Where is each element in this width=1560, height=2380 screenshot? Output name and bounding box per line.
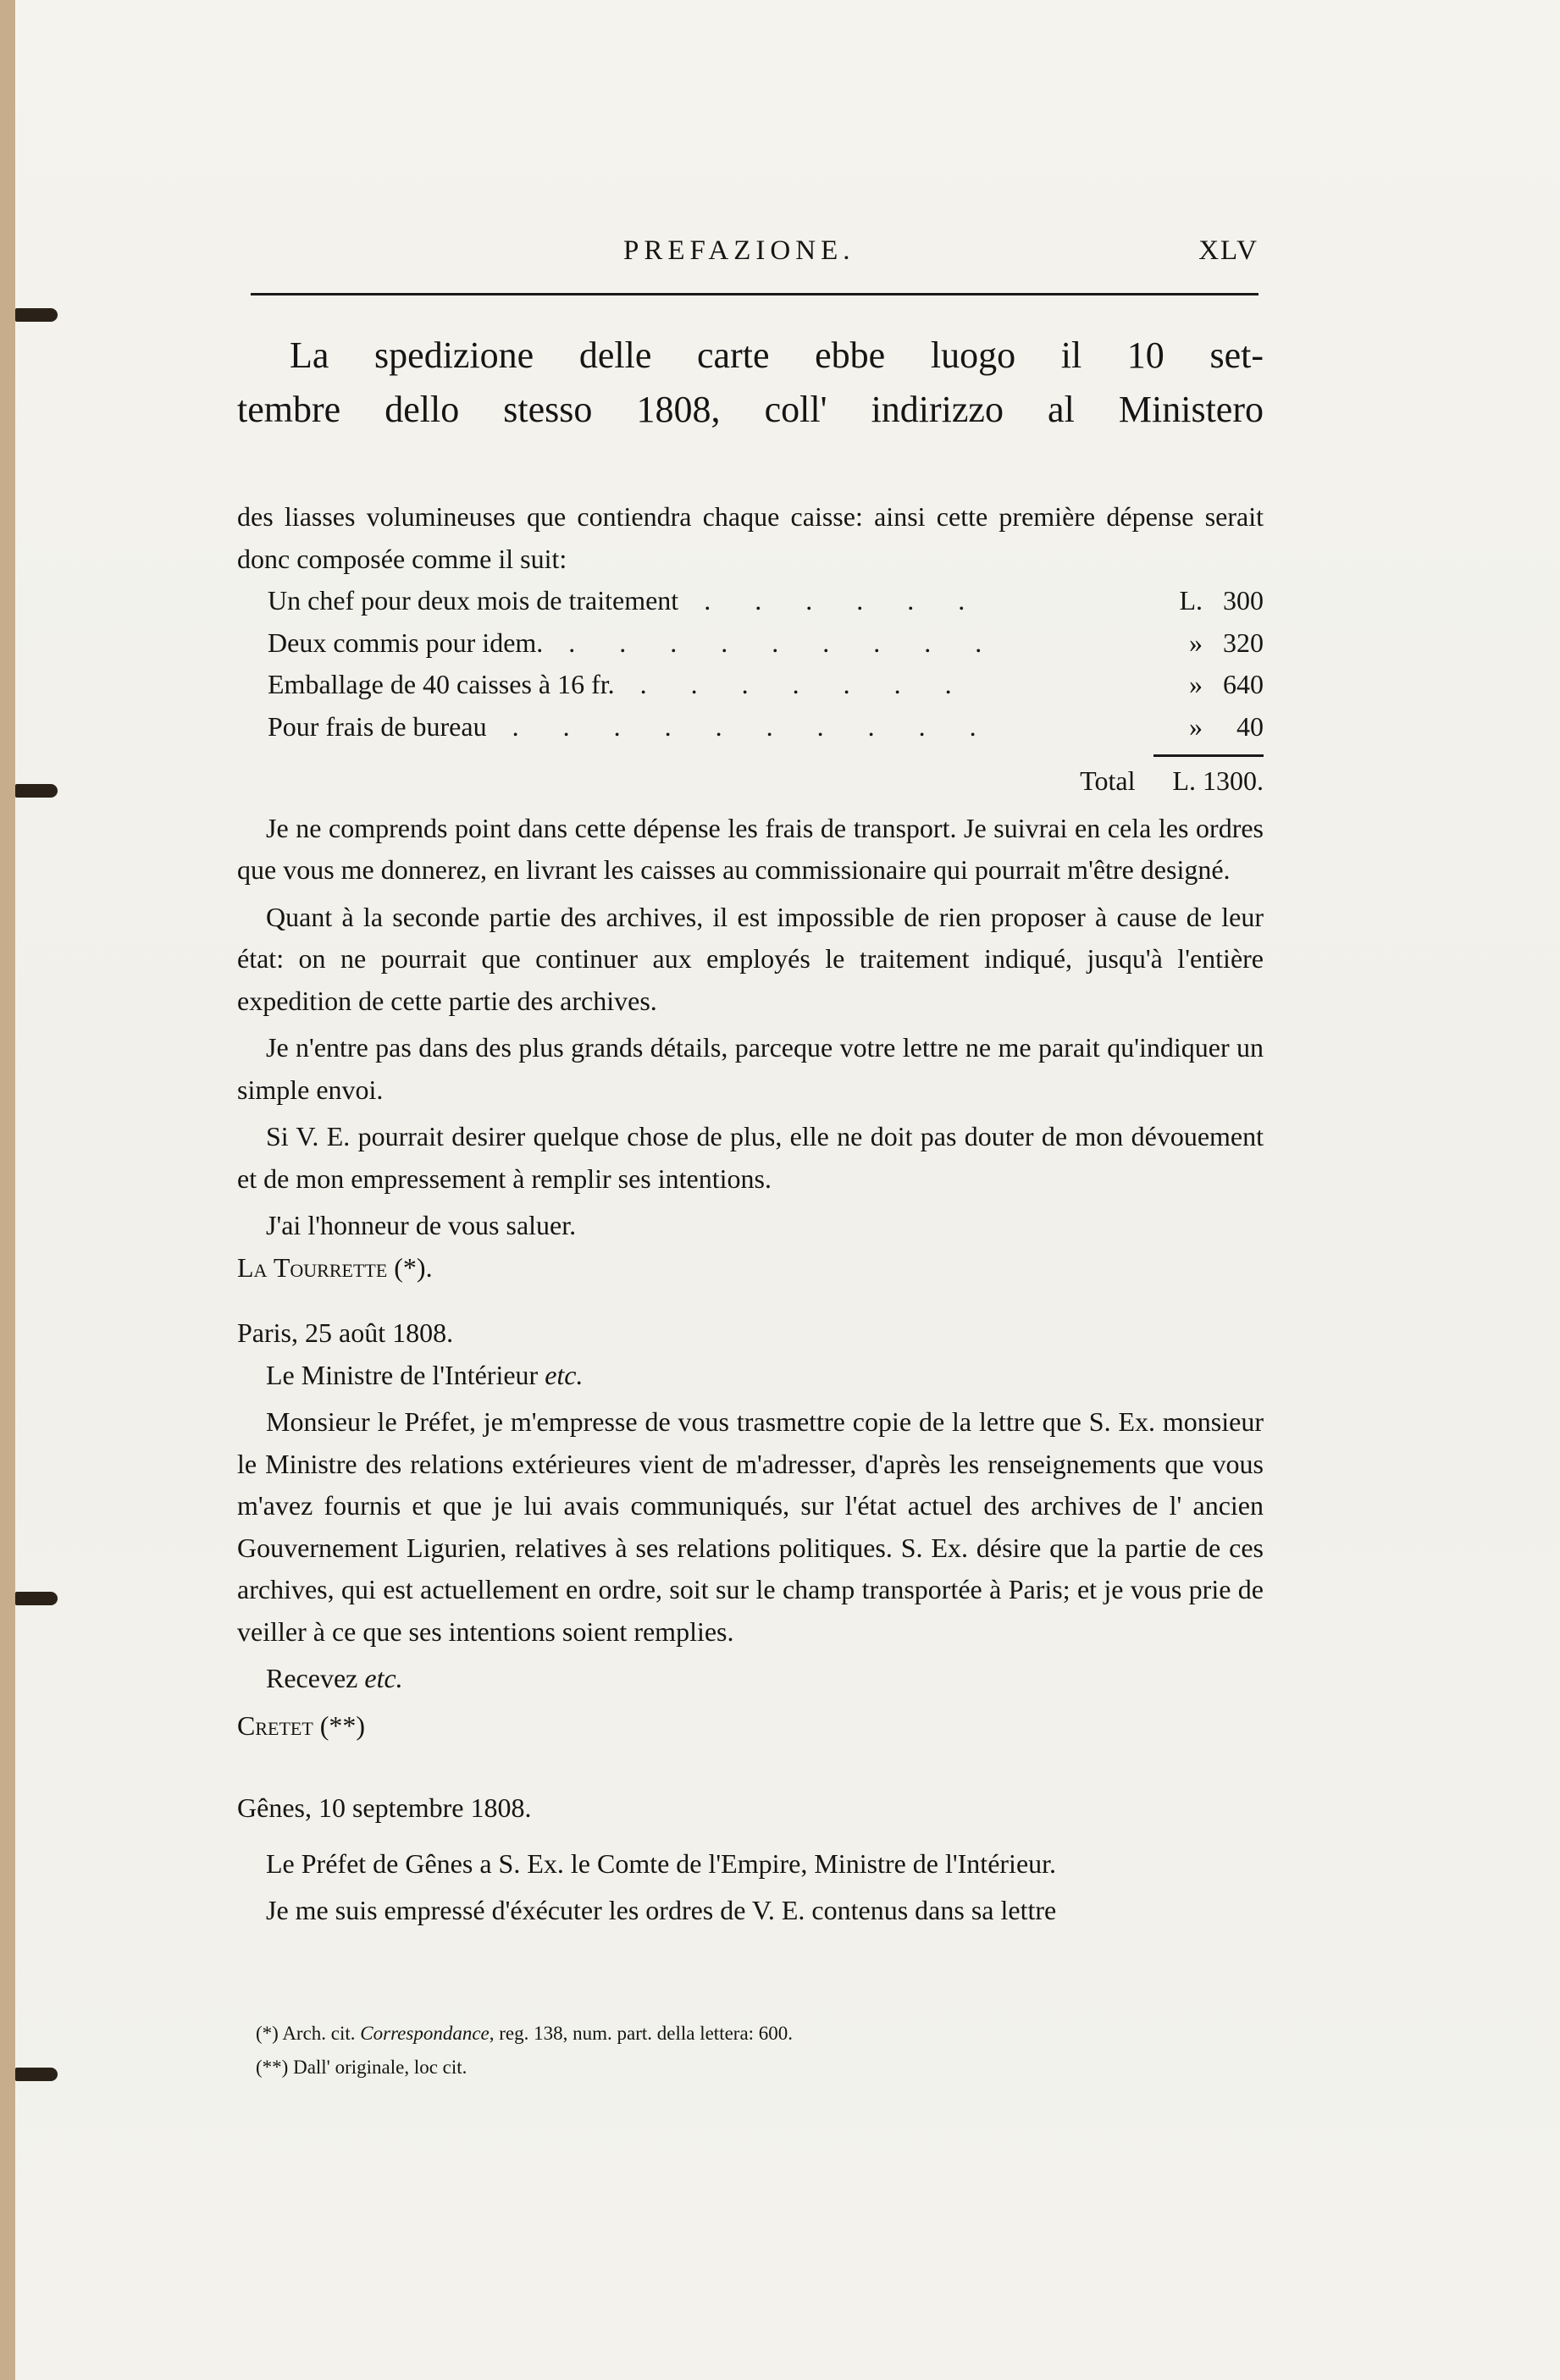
running-title: PREFAZIONE.: [623, 235, 855, 266]
italian-line-1: La spedizione delle carte ebbe luogo il 10 set-: [290, 334, 1264, 376]
letter2-body: Monsieur le Préfet, je m'empresse de vous trasmettre copie de la lettre que S. Ex. monsieur le Ministre des relations extérieures vient de m'adresser, d'après les renseignements que vous m'avez fournis et que je lui avais communiqués, sur l'état actuel des archives de l' ancien Gouvernement Ligurien, relatives à ses relations politiques. S. Ex. désire que la partie de ces archives, qui est actuellement en ordre, soit sur le champ transportée à Paris; et je vous prie de veiller à ce que ses intentions soient remplies.: [237, 1406, 1264, 1647]
expense-amount: 300: [1223, 585, 1264, 616]
footnote: [256, 2051, 793, 2085]
expense-total: [237, 760, 1264, 803]
letter1-paragraph: Quant à la seconde partie des archives, il est impossible de rien proposer à cause de leur état: on ne pourrait que continuer aux employés le traitement indiqué, jusqu'à l'entière expedition de cette partie des archives.: [237, 901, 1264, 1016]
binding-stitch: [15, 2068, 58, 2081]
expense-label: Pour frais de bureau: [268, 710, 487, 742]
letter3-heading: Le Préfet de Gênes a S. Ex. le Comte de l'Empire, Ministre de l'Intérieur.: [266, 1847, 1057, 1879]
italian-paragraph: [237, 329, 1264, 437]
footnote-italic: Correspondance: [360, 2023, 490, 2044]
letter2-closing: [237, 1658, 1264, 1700]
letter1-paragraph: Si V. E. pourrait desirer quelque chose de plus, elle ne doit pas douter de mon dévouement et de mon empressement à remplir ses intentions.: [237, 1121, 1264, 1194]
binding-stitch: [15, 784, 58, 798]
expense-amount: 320: [1223, 627, 1264, 658]
footnote: [256, 2017, 793, 2051]
letter1-signature: La Tourrette (*).: [237, 1251, 433, 1283]
expense-row: [237, 580, 1264, 622]
letter-body: [237, 496, 1264, 1932]
letter2-signature: Cretet (**): [237, 1709, 366, 1741]
expense-currency: »: [1189, 669, 1203, 699]
book-spine: [0, 0, 15, 2380]
letter1-paragraph: Je ne comprends point dans cette dépense les frais de transport. Je suivrai en cela les ordres que vous me donnerez, en livrant les caisses au commissionaire qui pourrait m'être designé.: [237, 812, 1264, 885]
expense-amount: 40: [1236, 710, 1264, 742]
letter2-heading-text: Le Ministre de l'Intérieur: [266, 1359, 539, 1390]
leader-dots: . . . . . . . . . .: [512, 710, 995, 742]
letter2-closing-text: Recevez: [266, 1663, 358, 1693]
footnote-marker: (*): [256, 2023, 279, 2044]
header-rule: [251, 293, 1259, 295]
letter1-intro: des liasses volumineuses que contiendra chaque caisse: ainsi cette première dépense serait donc composée comme il suit:: [237, 501, 1264, 574]
footnote-marker: (**): [256, 2057, 289, 2078]
letter2-date: Paris, 25 août 1808.: [237, 1317, 454, 1348]
binding-stitch: [15, 308, 58, 322]
page-number: XLV: [1198, 235, 1259, 266]
expense-currency: »: [1189, 710, 1203, 742]
leader-dots: . . . . . .: [704, 585, 984, 616]
letter1-paragraph: J'ai l'honneur de vous saluer.: [266, 1210, 577, 1240]
letter2-heading: [237, 1355, 1264, 1397]
footnote-text: Arch. cit.: [282, 2023, 356, 2044]
expense-label: Un chef pour deux mois de traitement: [268, 585, 679, 616]
total-value: L. 1300.: [1172, 765, 1264, 796]
footnote-text-post: , reg. 138, num. part. della lettera: 600.: [489, 2023, 794, 2044]
footnotes: [256, 2017, 793, 2085]
total-rule: [1153, 754, 1264, 757]
expense-label: Deux commis pour idem.: [268, 627, 544, 658]
expense-currency: »: [1189, 627, 1203, 658]
letter1-paragraph: Je n'entre pas dans des plus grands détails, parceque votre lettre ne me parait qu'indiquer un simple envoi.: [237, 1032, 1264, 1105]
leader-dots: . . . . . . . . .: [568, 627, 1001, 658]
letter3-date: Gênes, 10 septembre 1808.: [237, 1792, 532, 1823]
expense-label: Emballage de 40 caisses à 16 fr.: [268, 669, 615, 699]
letter2-heading-etc: etc.: [545, 1359, 584, 1390]
total-label: Total: [1080, 765, 1136, 796]
italian-line-2: tembre dello stesso 1808, coll' indirizzo al Ministero: [237, 389, 1264, 430]
footnote-text: Dall' originale, loc cit.: [293, 2057, 467, 2078]
expense-amount: 640: [1223, 669, 1264, 699]
expense-row: [237, 706, 1264, 748]
expense-table: [237, 580, 1264, 803]
leader-dots: . . . . . . .: [639, 669, 971, 699]
expense-row: [237, 622, 1264, 665]
page-header: [251, 235, 1259, 278]
binding-stitch: [15, 1592, 58, 1605]
letter3-body: Je me suis empressé d'éxécuter les ordres de V. E. contenus dans sa lettre: [266, 1895, 1057, 1925]
letter2-closing-etc: etc.: [364, 1663, 403, 1693]
expense-row: [237, 664, 1264, 706]
expense-currency: L.: [1179, 585, 1203, 616]
